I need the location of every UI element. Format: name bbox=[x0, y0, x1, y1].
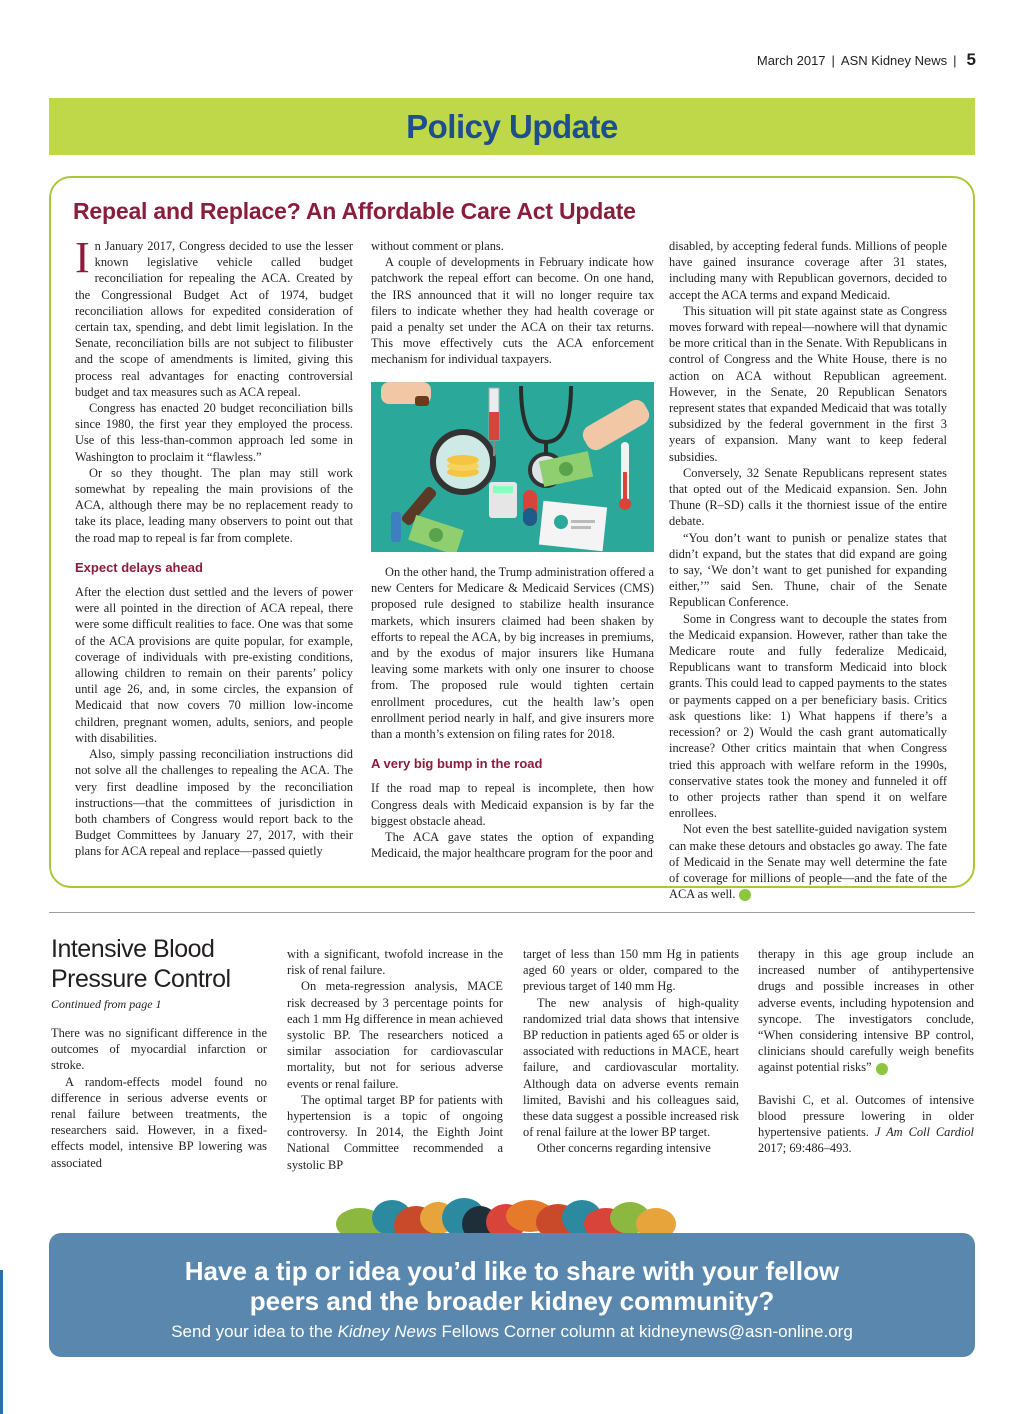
section-divider bbox=[49, 912, 975, 913]
paragraph: without comment or plans. bbox=[371, 239, 504, 253]
reference-citation: 2017; 69:486–493. bbox=[758, 1141, 852, 1156]
paragraph: Some in Congress want to decouple the states from the Medicaid expansion. However, rather than take the Medicare route and fully federalize Medicaid, Republicans want to transform Medicaid into block grants. This could lead to capped payments to the states or payments capped on a per beneficiary basis. Critics ask questions like: 1) What happens if there’s a recession? or 2) Would the cash grant automatically increase? Other critics maintain that when Congress tried this approach with welfare reform in the 1990s, conservative states took the money and funneled it off to other projects rather than spend it on welfare enrollees. bbox=[669, 611, 947, 821]
reference-journal: J Am Coll Cardiol bbox=[874, 1125, 974, 1140]
paragraph: This situation will pit state against state as Congress moves forward with repeal—nowhere will that dynamic be more critical than in the Senate. With Republicans in control of Congress and the White House, there is no action on ACA without Republican agreement. However, in the Senate, 20 Republican Senators represent states that expanded Medicaid that was totally subsidized by the federal government in the first 3 years of expansion. Many want to keep federal subsidies. bbox=[669, 303, 948, 464]
page-number: 5 bbox=[966, 50, 976, 69]
paragraph: Or so they thought. The plan may still work somewhat by repealing the main provisions of the ACA, although there may be no replacement ready to take its place, leading many observers to point out that the road map to repeal is far from complete. bbox=[75, 465, 353, 545]
paragraph: Conversely, 32 Senate Republicans represent states that opted out of the Medicaid expansion. Sen. John Thune (R–SD) calls it the thorniest issue of the entire debate. bbox=[669, 465, 947, 529]
illustration-graphic bbox=[371, 382, 654, 552]
subheading: A very big bump in the road bbox=[371, 756, 543, 772]
paragraph: Other concerns regarding intensive bbox=[537, 1141, 711, 1156]
tip-sub-prefix: Send your idea to the bbox=[171, 1322, 333, 1341]
bp-article-title bbox=[51, 934, 231, 994]
aca-column-2-bottom bbox=[371, 564, 654, 861]
paragraph: If the road map to repeal is incomplete, then how Congress deals with Medicaid expansion is by far the biggest obstacle ahead. bbox=[371, 781, 654, 828]
paragraph-text: n January 2017, Congress decided to use the lesser known legislative vehicle called budget reconciliation for repealing the ACA. Created by the Congressional Budget Act of 1974, budget reconciliation allows for expedited consideration of certain tax, spending, and debt limit legislation. In the Senate, reconciliation bills are not subject to filibuster and the scope of amendments is limited, giving this process real advantages for enacting controversial budget and tax measures such as ACA repeal. bbox=[75, 239, 353, 399]
subheading: Expect delays ahead bbox=[75, 559, 203, 575]
paragraph: On the other hand, the Trump administration offered a new Centers for Medicare & Medicaid Services (CMS) proposed rule designed to stabilize health insurance markets, which insurers claimed had been shaken by efforts to repeal the ACA, by big increases in premiums, and by the exodus of major insurers like Humana leaving some markets with only one insurer to choose from. The proposed rule would tighten certain enrollment procedures, cut the health law’s open enrollment period nearly in half, and give insurers more than a month’s extension on filing rates for 2018. bbox=[371, 565, 654, 742]
header-divider-2: | bbox=[953, 52, 957, 68]
drop-cap: I bbox=[75, 233, 90, 282]
paragraph: Also, simply passing reconciliation instructions did not solve all the challenges to repealing the ACA. The very first deadline imposed by the reconciliation instructions—that the committees of jurisdiction in both chambers of Congress would report back to the Budget Committees by January 27, 2017, with their plans for ACA repeal and replace—passed quietly bbox=[75, 747, 353, 859]
issue-date: March 2017 bbox=[756, 52, 826, 68]
header-divider: | bbox=[831, 52, 835, 68]
tip-sub-italic: Kidney News bbox=[337, 1322, 437, 1341]
paragraph-text: therapy in this age group include an increased number of antihypertensive drugs and possible increases in other adverse events, including hypotension and syncope. The investigators conclude, “When considering intensive BP control, clinicians should carefully weigh benefits against potential risks” bbox=[758, 947, 974, 1075]
edge-rule bbox=[0, 1270, 3, 1414]
aca-column-2-top bbox=[371, 238, 654, 368]
paragraph: A couple of developments in February indicate how patchwork the repeal effort can become. On one hand, the IRS announced that it will no longer require tax filers to indicate whether they had health coverage or paid a penalty set under the ACA on their tax returns. This move effectively cuts the ACA enforcement mechanism for individual taxpayers. bbox=[371, 255, 654, 367]
end-mark-icon bbox=[739, 889, 751, 901]
paragraph: A random-effects model found no difference in serious adverse events or renal failure between treatments, the researchers said. However, in a fixed-effects model, intensive BP lowering was associated bbox=[51, 1074, 267, 1170]
section-banner bbox=[49, 98, 975, 155]
end-mark-icon bbox=[876, 1063, 888, 1075]
running-header bbox=[757, 50, 976, 70]
bp-column-2 bbox=[287, 946, 503, 1173]
bp-column-3 bbox=[523, 946, 739, 1157]
paragraph: “You don’t want to punish or penalize states that didn’t expand, but the states that did expand are going to say, ‘We don’t want to get punished for expanding either,’” said Sen. Thune, chair of the Senate Republican Conference. bbox=[669, 530, 947, 610]
paragraph-text: Not even the best satellite-guided navigation system can make these detours and obstacles go away. The fate of Medicaid in the Senate may well determine the fate of coverage for millions of people—and the fate of the ACA as well. bbox=[669, 822, 947, 902]
reference-authors: Bavishi C, et al. Outcomes of intensive blood pressure lowering in older hypertensive patients. bbox=[758, 1092, 974, 1140]
paragraph: There was no significant difference in the outcomes of myocardial infarction or stroke. bbox=[51, 1026, 267, 1073]
bp-column-4 bbox=[758, 946, 974, 1156]
paragraph bbox=[75, 233, 353, 400]
paragraph: After the election dust settled and the levers of power were all pointed in the direction of ACA repeal, there were some difficult realities to face. One was that some of the ACA provisions are quite popular, for example, coverage of individuals with pre-existing conditions, allowing children to remain on their parents’ policy until age 26, and, in some circles, the expansion of Medicaid that now covers 70 million low-income children, pregnant women, adults, seniors, and people with disabilities. bbox=[75, 585, 353, 745]
paragraph bbox=[758, 946, 974, 1076]
paragraph: The ACA gave states the option of expanding Medicaid, the major healthcare program for the poor and bbox=[371, 830, 654, 861]
paragraph: Congress has enacted 20 budget reconciliation bills since 1980, the first year they employed the process. Use of this less-than-common approach led some in Washington to proclaim it “flawless.” bbox=[75, 401, 353, 464]
reference bbox=[758, 1092, 974, 1157]
tip-subtext bbox=[49, 1322, 975, 1342]
bp-column-1 bbox=[51, 1025, 267, 1171]
aca-column-3 bbox=[669, 238, 947, 902]
tip-sub-suffix: Fellows Corner column at kidneynews@asn-online.org bbox=[441, 1322, 853, 1341]
aca-column-1 bbox=[75, 233, 353, 860]
section-title: Policy Update bbox=[406, 107, 618, 145]
paragraph: target of less than 150 mm Hg in patients aged 60 years or older, compared to the previous target of 140 mm Hg. bbox=[523, 947, 739, 994]
paragraph: The optimal target BP for patients with hypertension is a topic of ongoing controversy. In 2014, the Eighth Joint National Committee recommended a systolic BP bbox=[287, 1092, 503, 1172]
paragraph: On meta-regression analysis, MACE risk decreased by 3 percentage points for each 1 mm Hg difference in mean achieved systolic BP. The researchers noticed a similar association for cardiovascular mortality, but not for serious adverse events or renal failure. bbox=[287, 979, 503, 1091]
paragraph: disabled, by accepting federal funds. Millions of people have gained insurance coverage after 31 states, including many with Republican governors, decided to accept the ACA terms and expand Medicaid. bbox=[669, 239, 947, 302]
healthcare-illustration bbox=[371, 382, 654, 552]
continued-note: Continued from page 1 bbox=[51, 997, 162, 1011]
bp-title-line: Pressure Control bbox=[51, 965, 231, 993]
paragraph: The new analysis of high-quality randomized trial data shows that intensive BP reduction in patients aged 65 or older is associated with reductions in MACE, heart failure, and cardiovascular mortality. Although data on adverse events remain limited, Bavishi and his colleagues said, these data suggest a possible increased risk of renal failure at the lower BP target. bbox=[523, 995, 739, 1140]
tip-headline-line: peers and the broader kidney community? bbox=[249, 1286, 775, 1316]
tip-headline-line: Have a tip or idea you’d like to share with your fellow bbox=[184, 1256, 840, 1286]
paragraph: with a significant, twofold increase in the risk of renal failure. bbox=[287, 947, 503, 978]
publication-name: ASN Kidney News bbox=[840, 52, 948, 68]
bp-title-line: Intensive Blood bbox=[51, 935, 215, 963]
paragraph bbox=[669, 821, 947, 902]
tip-headline bbox=[49, 1256, 975, 1316]
article-title: Repeal and Replace? An Affordable Care Act Update bbox=[73, 198, 636, 224]
